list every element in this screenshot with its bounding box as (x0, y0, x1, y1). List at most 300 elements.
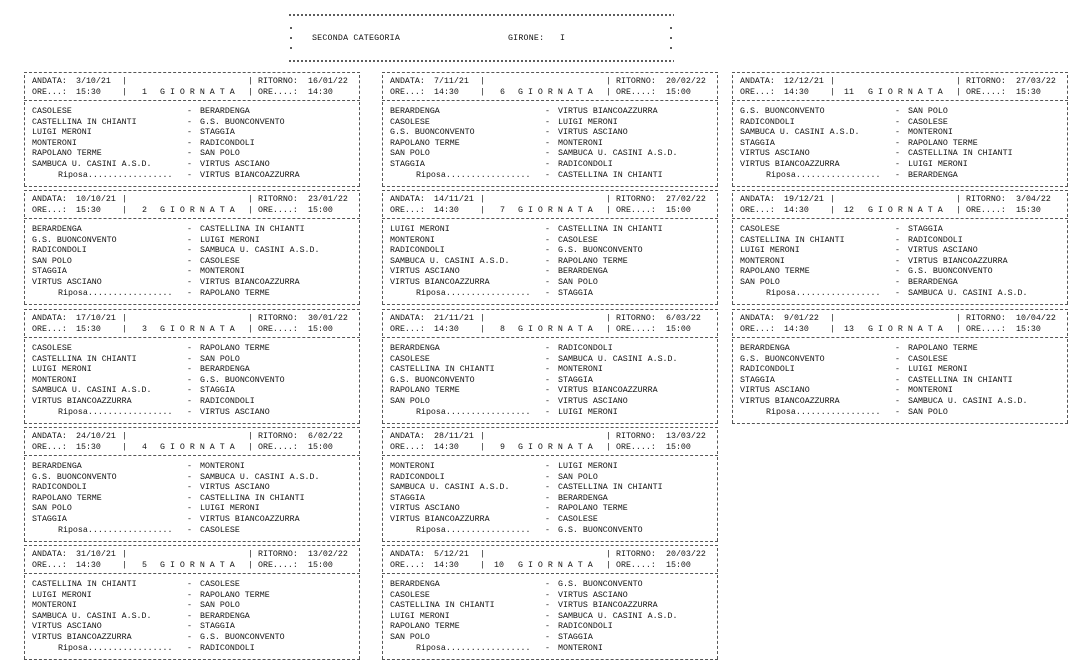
match-dash: - (187, 580, 192, 589)
separator: | (122, 550, 127, 559)
round-header-dates (24, 195, 360, 205)
separator: | (122, 561, 127, 570)
match-away: RAPOLANO TERME (558, 256, 628, 266)
ore-label: ORE...: (740, 325, 775, 334)
match-home: RAPOLANO TERME (32, 493, 102, 503)
match-dash: - (187, 138, 192, 148)
separator: | (480, 206, 485, 215)
girone-label: GIRONE: (508, 34, 545, 43)
match-home: RADICONDOLI (390, 246, 445, 256)
match-dash: - (187, 462, 192, 471)
match-dash: - (895, 375, 900, 385)
match-dash: - (545, 117, 550, 127)
match-away: RADICONDOLI (558, 160, 613, 169)
match-home: VIRTUS ASCIANO (390, 504, 460, 514)
match-dash: - (187, 278, 192, 287)
match-dash: - (545, 622, 550, 632)
round-header-dates (382, 77, 718, 87)
match-away: SAN POLO (200, 601, 240, 611)
ritorno-date: 20/03/22 (666, 550, 706, 559)
match-home: SAMBUCA U. CASINI A.S.D. (32, 611, 152, 621)
round-rule-bottom (382, 423, 718, 424)
match-home: STAGGIA (740, 375, 775, 385)
ore-andata: 14:30 (434, 206, 459, 215)
match-dash: - (895, 354, 900, 364)
match-home: LUIGI MERONI (740, 246, 800, 256)
separator: | (606, 561, 611, 570)
match-dash: - (545, 643, 550, 653)
andata-date: 31/10/21 (76, 550, 116, 559)
match-home: VIRTUS BIANCOAZZURRA (390, 515, 490, 524)
round-rule-bottom (24, 541, 360, 542)
ore-label: ORE...: (390, 561, 425, 570)
riposa-team: RADICONDOLI (200, 643, 255, 653)
round-rule-mid (24, 573, 360, 574)
round-header-dates (24, 314, 360, 324)
match-dash: - (187, 590, 192, 600)
match-dash: - (545, 462, 550, 471)
header-border-left (288, 22, 294, 54)
match-away: SAMBUCA U. CASINI A.S.D. (558, 354, 678, 364)
match-home: VIRTUS BIANCOAZZURRA (390, 278, 490, 287)
round-rule-right (1067, 102, 1068, 186)
round-rule-top (382, 72, 718, 73)
ore-andata: 14:30 (784, 206, 809, 215)
round-header-dates (382, 195, 718, 205)
match-home: CASOLESE (32, 344, 72, 353)
riposa-label: Riposa................. (58, 525, 173, 535)
match-home: RAPOLANO TERME (32, 149, 102, 159)
round-box-2 (24, 190, 360, 306)
match-dash: - (545, 170, 550, 180)
riposa-team: VIRTUS ASCIANO (200, 407, 270, 417)
round-rule-bottom (382, 541, 718, 542)
separator: | (122, 195, 127, 204)
separator: | (956, 195, 961, 204)
andata-date: 10/10/21 (76, 195, 116, 204)
round-rule-mid (24, 100, 360, 101)
ore-andata: 15:30 (76, 88, 101, 97)
match-away: CASTELLINA IN CHIANTI (908, 375, 1013, 385)
round-header-times (24, 325, 360, 335)
match-away: SAN POLO (200, 149, 240, 159)
match-away: VIRTUS BIANCOAZZURRA (558, 107, 658, 116)
andata-label: ANDATA: (32, 550, 67, 559)
ritorno-date: 20/02/22 (666, 77, 706, 86)
riposa-label: Riposa................. (766, 407, 881, 417)
match-home: SAMBUCA U. CASINI A.S.D. (390, 256, 510, 266)
giornata-label: G I O R N A T A (160, 88, 235, 97)
giornata-number: 4 (142, 443, 147, 452)
match-home: LUIGI MERONI (390, 611, 450, 621)
andata-label: ANDATA: (390, 195, 425, 204)
match-away: LUIGI MERONI (908, 365, 968, 375)
giornata-label: G I O R N A T A (518, 561, 593, 570)
riposa-label: Riposa................. (416, 288, 531, 298)
ritorno-label: RITORNO: (258, 77, 298, 86)
match-home: BERARDENGA (740, 344, 790, 353)
match-away: VIRTUS ASCIANO (908, 246, 978, 256)
andata-date: 17/10/21 (76, 314, 116, 323)
match-home: SAN POLO (390, 149, 430, 159)
match-away: SAMBUCA U. CASINI A.S.D. (908, 397, 1028, 406)
round-rule-left (24, 457, 25, 541)
separator: | (606, 195, 611, 204)
header-border-bottom (288, 58, 674, 64)
match-home: G.S. BUONCONVENTO (390, 375, 475, 385)
round-rule-bottom (24, 659, 360, 660)
match-home: G.S. BUONCONVENTO (740, 107, 825, 116)
round-rule-left (382, 457, 383, 541)
ore-andata: 14:30 (76, 561, 101, 570)
round-box-7 (382, 190, 718, 306)
round-header-times (382, 561, 718, 571)
match-dash: - (187, 504, 192, 514)
round-box-8 (382, 309, 718, 425)
match-dash: - (187, 365, 192, 375)
round-header-dates (24, 432, 360, 442)
ore-label: ORE...: (740, 88, 775, 97)
match-away: CASOLESE (200, 256, 240, 266)
riposa-label: Riposa................. (416, 643, 531, 653)
round-rule-right (359, 457, 360, 541)
riposa-label: Riposa................. (766, 288, 881, 298)
round-rule-left (382, 575, 383, 659)
round-rule-left (732, 339, 733, 423)
match-away: RADICONDOLI (558, 344, 613, 353)
match-dash: - (187, 601, 192, 611)
giornata-number: 11 (844, 88, 854, 97)
match-home: VIRTUS BIANCOAZZURRA (32, 633, 132, 642)
andata-label: ANDATA: (390, 550, 425, 559)
separator: | (956, 77, 961, 86)
round-rule-top (24, 190, 360, 191)
match-home: STAGGIA (390, 493, 425, 503)
giornata-label: G I O R N A T A (160, 206, 235, 215)
round-header-dates (732, 314, 1068, 324)
match-dash: - (545, 483, 550, 493)
ore-andata: 14:30 (434, 325, 459, 334)
match-home: LUIGI MERONI (390, 225, 450, 234)
match-home: VIRTUS ASCIANO (390, 267, 460, 277)
match-home: SAMBUCA U. CASINI A.S.D. (32, 160, 152, 169)
ore-andata: 15:30 (76, 325, 101, 334)
ritorno-date: 16/01/22 (308, 77, 348, 86)
round-rule-top (732, 309, 1068, 310)
ore-andata: 14:30 (784, 88, 809, 97)
match-dash: - (187, 246, 192, 256)
ore-label: ORE...: (390, 443, 425, 452)
category-title: SECONDA CATEGORIA (312, 34, 401, 43)
separator: | (248, 314, 253, 323)
round-rule-bottom (24, 423, 360, 424)
match-dash: - (187, 288, 192, 298)
giornata-label: G I O R N A T A (160, 443, 235, 452)
round-rule-right (717, 457, 718, 541)
match-dash: - (187, 354, 192, 364)
match-away: BERARDENGA (200, 107, 250, 116)
round-rule-top (382, 545, 718, 546)
round-rule-top (732, 72, 1068, 73)
ritorno-date: 6/03/22 (666, 314, 701, 323)
andata-date: 14/11/21 (434, 195, 474, 204)
match-away: BERARDENGA (200, 611, 250, 621)
round-rule-mid (382, 100, 718, 101)
match-home: RAPOLANO TERME (390, 386, 460, 396)
round-rule-mid (24, 455, 360, 456)
match-home: BERARDENGA (390, 344, 440, 353)
match-home: STAGGIA (32, 267, 67, 277)
match-home: CASOLESE (390, 590, 430, 600)
match-dash: - (187, 397, 192, 406)
match-dash: - (187, 170, 192, 180)
ritorno-label: RITORNO: (616, 432, 656, 441)
riposa-label: Riposa................. (58, 170, 173, 180)
riposa-label: Riposa................. (416, 170, 531, 180)
ore-ritorno: 15:00 (308, 206, 333, 215)
ritorno-label: RITORNO: (616, 77, 656, 86)
match-dash: - (187, 344, 192, 353)
separator: | (956, 88, 961, 97)
separator: | (248, 443, 253, 452)
separator: | (248, 206, 253, 215)
giornata-number: 3 (142, 325, 147, 334)
match-away: CASTELLINA IN CHIANTI (558, 225, 663, 234)
ritorno-label: RITORNO: (258, 195, 298, 204)
separator: | (248, 550, 253, 559)
ritorno-date: 30/01/22 (308, 314, 348, 323)
match-home: VIRTUS ASCIANO (740, 149, 810, 159)
ore-label: ORE...: (740, 206, 775, 215)
match-dash: - (545, 267, 550, 277)
match-home: SAMBUCA U. CASINI A.S.D. (390, 483, 510, 493)
ritorno-label: RITORNO: (258, 432, 298, 441)
giornata-label: G I O R N A T A (160, 325, 235, 334)
andata-date: 24/10/21 (76, 432, 116, 441)
round-header-times (24, 88, 360, 98)
giornata-number: 9 (500, 443, 505, 452)
match-home: SAN POLO (32, 504, 72, 514)
match-dash: - (545, 515, 550, 524)
round-rule-mid (382, 337, 718, 338)
match-away: VIRTUS BIANCOAZZURRA (558, 386, 658, 396)
ritorno-label: RITORNO: (966, 195, 1006, 204)
round-header-dates (382, 550, 718, 560)
ritorno-date: 3/04/22 (1016, 195, 1051, 204)
ore-andata: 14:30 (784, 325, 809, 334)
riposa-team: LUIGI MERONI (558, 407, 618, 417)
match-dash: - (187, 160, 192, 169)
match-dash: - (545, 149, 550, 159)
round-rule-bottom (382, 304, 718, 305)
ore-label: ORE....: (616, 88, 656, 97)
ore-ritorno: 15:00 (666, 325, 691, 334)
match-dash: - (895, 278, 900, 287)
round-rule-bottom (382, 659, 718, 660)
round-rule-left (382, 220, 383, 304)
andata-date: 9/01/22 (784, 314, 819, 323)
match-dash: - (187, 117, 192, 127)
round-rule-right (717, 575, 718, 659)
round-header-dates (24, 550, 360, 560)
ore-label: ORE....: (616, 443, 656, 452)
match-away: BERARDENGA (558, 267, 608, 277)
round-rule-left (732, 220, 733, 304)
match-home: MONTERONI (740, 256, 785, 266)
round-rule-right (359, 575, 360, 659)
match-dash: - (545, 138, 550, 148)
match-home: VIRTUS BIANCOAZZURRA (740, 160, 840, 169)
round-rule-right (717, 220, 718, 304)
match-home: CASTELLINA IN CHIANTI (390, 365, 495, 375)
round-header-times (732, 325, 1068, 335)
match-home: CASTELLINA IN CHIANTI (32, 354, 137, 364)
match-away: RADICONDOLI (200, 397, 255, 406)
match-home: G.S. BUONCONVENTO (32, 472, 117, 482)
document-header (288, 12, 674, 64)
match-home: BERARDENGA (32, 225, 82, 234)
ore-andata: 14:30 (434, 561, 459, 570)
separator: | (480, 195, 485, 204)
match-dash: - (895, 397, 900, 406)
ore-andata: 15:30 (76, 443, 101, 452)
round-rule-top (732, 190, 1068, 191)
ore-label: ORE...: (32, 206, 67, 215)
andata-date: 12/12/21 (784, 77, 824, 86)
ore-label: ORE....: (258, 88, 298, 97)
riposa-team: G.S. BUONCONVENTO (558, 525, 643, 535)
separator: | (122, 314, 127, 323)
girone-value: I (560, 34, 566, 43)
ore-ritorno: 15:00 (308, 561, 333, 570)
separator: | (606, 88, 611, 97)
separator: | (606, 443, 611, 452)
match-away: SAN POLO (558, 472, 598, 482)
round-rule-right (359, 102, 360, 186)
andata-date: 3/10/21 (76, 77, 111, 86)
match-home: G.S. BUONCONVENTO (740, 354, 825, 364)
match-away: CASOLESE (558, 235, 598, 245)
match-away: BERARDENGA (558, 493, 608, 503)
separator: | (480, 550, 485, 559)
match-away: RAPOLANO TERME (558, 504, 628, 514)
match-dash: - (895, 225, 900, 234)
separator: | (830, 314, 835, 323)
giornata-number: 1 (142, 88, 147, 97)
round-rule-top (24, 427, 360, 428)
ore-andata: 14:30 (434, 88, 459, 97)
ore-label: ORE....: (258, 561, 298, 570)
match-home: VIRTUS BIANCOAZZURRA (32, 397, 132, 406)
andata-label: ANDATA: (740, 195, 775, 204)
match-away: SAN POLO (908, 107, 948, 116)
match-home: CASOLESE (390, 354, 430, 364)
match-home: MONTERONI (390, 235, 435, 245)
riposa-label: Riposa................. (58, 643, 173, 653)
giornata-label: G I O R N A T A (868, 206, 943, 215)
round-header-times (24, 206, 360, 216)
separator: | (122, 443, 127, 452)
separator: | (606, 206, 611, 215)
match-dash: - (545, 278, 550, 287)
round-header-times (382, 325, 718, 335)
ore-ritorno: 15:00 (666, 561, 691, 570)
match-away: CASTELLINA IN CHIANTI (908, 149, 1013, 159)
ritorno-label: RITORNO: (616, 314, 656, 323)
match-home: MONTERONI (32, 375, 77, 385)
ore-label: ORE....: (258, 443, 298, 452)
match-home: SAMBUCA U. CASINI A.S.D. (32, 386, 152, 396)
match-dash: - (545, 288, 550, 298)
round-rule-mid (24, 337, 360, 338)
match-home: G.S. BUONCONVENTO (390, 128, 475, 138)
round-box-13 (732, 309, 1068, 425)
round-rule-mid (382, 218, 718, 219)
match-away: RAPOLANO TERME (200, 590, 270, 600)
match-away: MONTERONI (200, 462, 245, 471)
match-dash: - (545, 160, 550, 169)
andata-label: ANDATA: (740, 77, 775, 86)
round-header-dates (382, 432, 718, 442)
riposa-label: Riposa................. (58, 288, 173, 298)
match-away: RADICONDOLI (200, 138, 255, 148)
ore-label: ORE...: (390, 206, 425, 215)
ore-label: ORE...: (32, 88, 67, 97)
riposa-team: MONTERONI (558, 643, 603, 653)
giornata-number: 8 (500, 325, 505, 334)
separator: | (480, 314, 485, 323)
separator: | (122, 206, 127, 215)
match-away: VIRTUS ASCIANO (200, 483, 270, 493)
match-dash: - (545, 375, 550, 385)
riposa-label: Riposa................. (416, 525, 531, 535)
match-home: MONTERONI (390, 462, 435, 471)
match-dash: - (187, 407, 192, 417)
match-home: LUIGI MERONI (32, 365, 92, 375)
match-dash: - (895, 138, 900, 148)
round-box-4 (24, 427, 360, 543)
ore-ritorno: 15:00 (308, 443, 333, 452)
round-rule-mid (732, 218, 1068, 219)
match-home: SAN POLO (740, 278, 780, 287)
match-away: LUIGI MERONI (200, 504, 260, 514)
andata-date: 7/11/21 (434, 77, 469, 86)
match-dash: - (187, 267, 192, 277)
andata-label: ANDATA: (32, 195, 67, 204)
round-rule-right (717, 339, 718, 423)
ore-ritorno: 15:30 (1016, 88, 1041, 97)
match-away: RADICONDOLI (558, 622, 613, 632)
match-away: SAN POLO (558, 278, 598, 287)
match-away: STAGGIA (200, 386, 235, 396)
round-header-times (732, 88, 1068, 98)
separator: | (122, 77, 127, 86)
match-home: SAN POLO (32, 256, 72, 266)
riposa-team: BERARDENGA (908, 170, 958, 180)
match-home: CASTELLINA IN CHIANTI (32, 117, 137, 127)
match-dash: - (545, 256, 550, 266)
match-home: STAGGIA (32, 515, 67, 524)
andata-date: 21/11/21 (434, 314, 474, 323)
match-dash: - (187, 633, 192, 642)
separator: | (122, 88, 127, 97)
round-box-3 (24, 309, 360, 425)
separator: | (606, 325, 611, 334)
match-dash: - (545, 590, 550, 600)
round-rule-bottom (382, 186, 718, 187)
match-dash: - (895, 117, 900, 127)
andata-date: 28/11/21 (434, 432, 474, 441)
